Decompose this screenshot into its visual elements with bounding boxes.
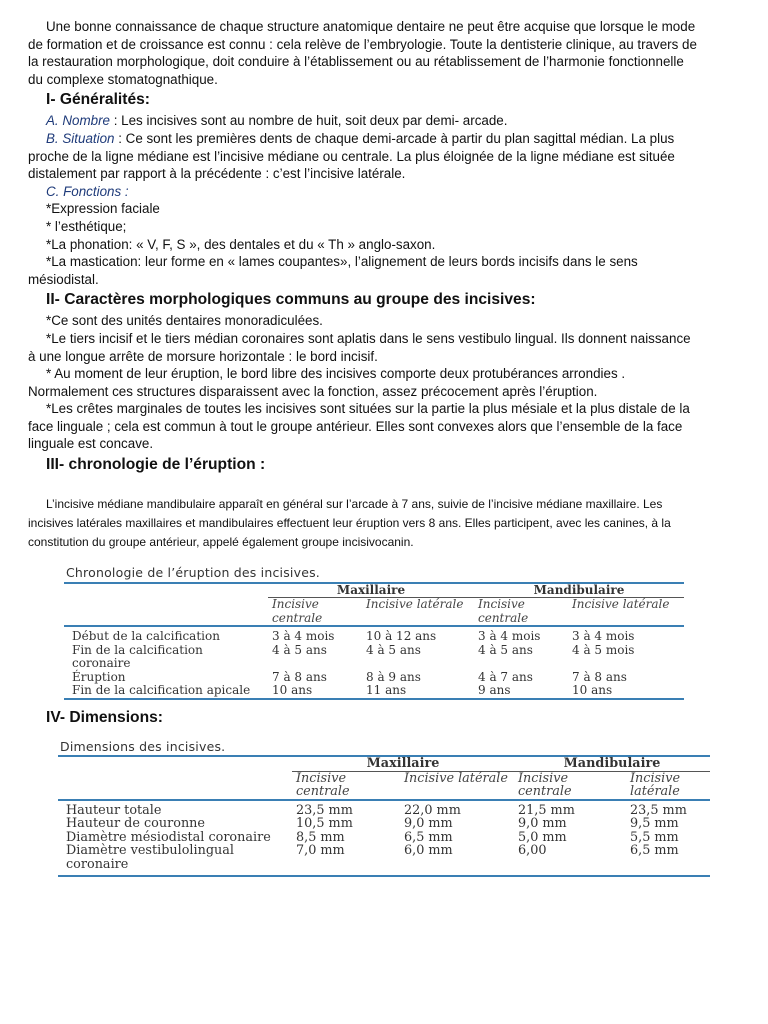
table-cell: 9,5 mm bbox=[630, 816, 679, 832]
row-label: Hauteur totale bbox=[66, 802, 162, 818]
situation-text: : Ce sont les premières dents de chaque demi-arcade à partir du plan sagittal médian. La plus proche de la ligne médiane est l’incisive médiane ou centrale. La plus éloignée de la ligne médiane est située distalement par rapport à la précédente : c’est l’incisive latérale. bbox=[28, 130, 675, 182]
table-cell: 10 ans bbox=[572, 683, 613, 698]
table-cell: 10 à 12 ans bbox=[366, 629, 437, 644]
column-header: Incisive centrale bbox=[296, 770, 350, 800]
table-cell: 10 ans bbox=[272, 683, 313, 698]
table-cell: 21,5 mm bbox=[518, 802, 575, 818]
section-4-title: IV- Dimensions: bbox=[46, 708, 163, 726]
caractere-item: *Ce sont des unités dentaires monoradiculées. bbox=[46, 313, 323, 329]
table-cell: 22,0 mm bbox=[404, 802, 461, 818]
fonction-item: *La phonation: « V, F, S », des dentales et du « Th » anglo-saxon. bbox=[46, 236, 436, 252]
table-row bbox=[64, 671, 684, 685]
nombre-text: : Les incisives sont au nombre de huit, soit deux par demi- arcade. bbox=[110, 113, 508, 129]
chronologie-table bbox=[64, 582, 684, 700]
caractere-item: *Le tiers incisif et le tiers médian coronaires sont aplatis dans le sens vestibulo lingual. Ils donnent naissance à une longue arrête de morsure horizontale : le bord incisif. bbox=[28, 330, 691, 364]
table-cell: 7 à 8 ans bbox=[572, 669, 627, 684]
caractere-item: * Au moment de leur éruption, le bord libre des incisives comporte deux protubérances arrondies . Normalement ces structures disparaissent avec la fonction, assez précocement après l’éruption. bbox=[28, 366, 626, 399]
chronologie-table-figure bbox=[28, 564, 700, 700]
table-cell: 4 à 5 ans bbox=[478, 642, 533, 657]
table-cell: 3 à 4 mois bbox=[478, 629, 541, 644]
row-label: Fin de la calcification coronaire bbox=[72, 642, 203, 671]
maxillaire-header: Maxillaire bbox=[268, 583, 474, 598]
table-cell: 23,5 mm bbox=[630, 802, 687, 818]
fonction-item: *Expression faciale bbox=[46, 201, 160, 217]
table-cell: 4 à 5 ans bbox=[272, 642, 327, 657]
table-cell: 7 à 8 ans bbox=[272, 669, 327, 684]
nombre-label: A. Nombre bbox=[46, 113, 110, 129]
dimensions-table bbox=[58, 755, 710, 877]
table-cell: 6,5 mm bbox=[630, 843, 679, 859]
table-row bbox=[58, 844, 710, 876]
table-cell: 9,0 mm bbox=[518, 816, 567, 832]
row-label: Fin de la calcification apicale bbox=[72, 683, 251, 698]
chronologie-paragraph: L’incisive médiane mandibulaire apparaît en général sur l’arcade à 7 ans, suivie de l’incisive médiane maxillaire. Les incisives latérales maxillaires et mandibulaires effectuent leur éruption vers 8 ans. Elles participent, avec les canines, à la constitution du groupe antérieur, appelé également groupe incisivocanin. bbox=[28, 497, 671, 550]
table-row bbox=[58, 831, 710, 845]
column-header: Incisive latérale bbox=[404, 770, 508, 786]
table-row bbox=[64, 644, 684, 671]
fonction-item: * l’esthétique; bbox=[46, 218, 127, 234]
table-cell: 6,00 bbox=[518, 843, 547, 859]
caractere-item: *Les crêtes marginales de toutes les incisives sont situées sur la partie la plus mésiale et la plus distale de la face linguale ; cela est commun à tout le groupe antérieur. Elles sont convexes alors que l’ensemble de la face linguale est concave. bbox=[28, 401, 690, 452]
situation-paragraph bbox=[28, 130, 700, 183]
section-3-title: III- chronologie de l’éruption : bbox=[46, 456, 266, 474]
table-cell: 5,5 mm bbox=[630, 829, 679, 845]
table-cell: 9 ans bbox=[478, 683, 511, 698]
table-cell: 8,5 mm bbox=[296, 829, 345, 845]
dimensions-table-caption: Dimensions des incisives. bbox=[60, 738, 226, 754]
table-cell: 8 à 9 ans bbox=[366, 669, 421, 684]
column-header: Incisive latérale bbox=[630, 770, 681, 800]
table-cell: 11 ans bbox=[366, 683, 407, 698]
row-label: Début de la calcification bbox=[72, 629, 220, 644]
table-row bbox=[58, 817, 710, 831]
column-header: Incisive centrale bbox=[478, 597, 529, 625]
mandibulaire-header: Mandibulaire bbox=[514, 756, 710, 771]
table-cell: 3 à 4 mois bbox=[272, 629, 335, 644]
column-header: Incisive latérale bbox=[572, 597, 670, 612]
table-row bbox=[64, 684, 684, 699]
table-cell: 4 à 7 ans bbox=[478, 669, 533, 684]
table-cell: 5,0 mm bbox=[518, 829, 567, 845]
document-page bbox=[28, 18, 700, 877]
table-cell: 4 à 5 ans bbox=[366, 642, 421, 657]
table-row bbox=[58, 804, 710, 818]
table-row bbox=[64, 630, 684, 644]
column-header: Incisive latérale bbox=[366, 597, 464, 612]
intro-paragraph: Une bonne connaissance de chaque structure anatomique dentaire ne peut être acquise que lorsque le mode de formation et de croissance est connu : cela relève de l’embryologie. Toute la dentisterie clinique, au travers de la restauration morphologique, doit conduire à l’établissement ou au rétablissement de l’harmonie fonctionnelle du complexe stomatognathique. bbox=[28, 19, 697, 87]
table-cell: 4 à 5 mois bbox=[572, 642, 635, 657]
table-cell: 23,5 mm bbox=[296, 802, 353, 818]
row-label: Diamètre mésiodistal coronaire bbox=[66, 829, 271, 845]
table-cell: 6,5 mm bbox=[404, 829, 453, 845]
column-header: Incisive centrale bbox=[272, 597, 323, 625]
table-cell: 9,0 mm bbox=[404, 816, 453, 832]
table-cell: 6,0 mm bbox=[404, 843, 453, 859]
row-label: Hauteur de couronne bbox=[66, 816, 205, 832]
fonction-item: *La mastication: leur forme en « lames coupantes», l’alignement de leurs bords incisifs dans le sens mésiodistal. bbox=[28, 254, 638, 287]
dimensions-table-figure bbox=[28, 738, 700, 878]
section-2-title: II- Caractères morphologiques communs au groupe des incisives: bbox=[46, 291, 536, 309]
table-cell: 7,0 mm bbox=[296, 843, 345, 859]
maxillaire-header: Maxillaire bbox=[292, 756, 514, 771]
table-cell: 3 à 4 mois bbox=[572, 629, 635, 644]
fonctions-label: C. Fonctions : bbox=[46, 183, 129, 199]
row-label: Éruption bbox=[72, 669, 126, 684]
situation-label: B. Situation bbox=[46, 130, 115, 146]
chronologie-table-caption: Chronologie de l’éruption des incisives. bbox=[66, 565, 320, 581]
mandibulaire-header: Mandibulaire bbox=[474, 583, 684, 598]
row-label: Diamètre vestibulolingual coronaire bbox=[66, 843, 235, 872]
column-header: Incisive centrale bbox=[518, 770, 572, 800]
nombre-paragraph bbox=[28, 112, 700, 130]
table-cell: 10,5 mm bbox=[296, 816, 353, 832]
section-1-title: I- Généralités: bbox=[46, 91, 150, 109]
